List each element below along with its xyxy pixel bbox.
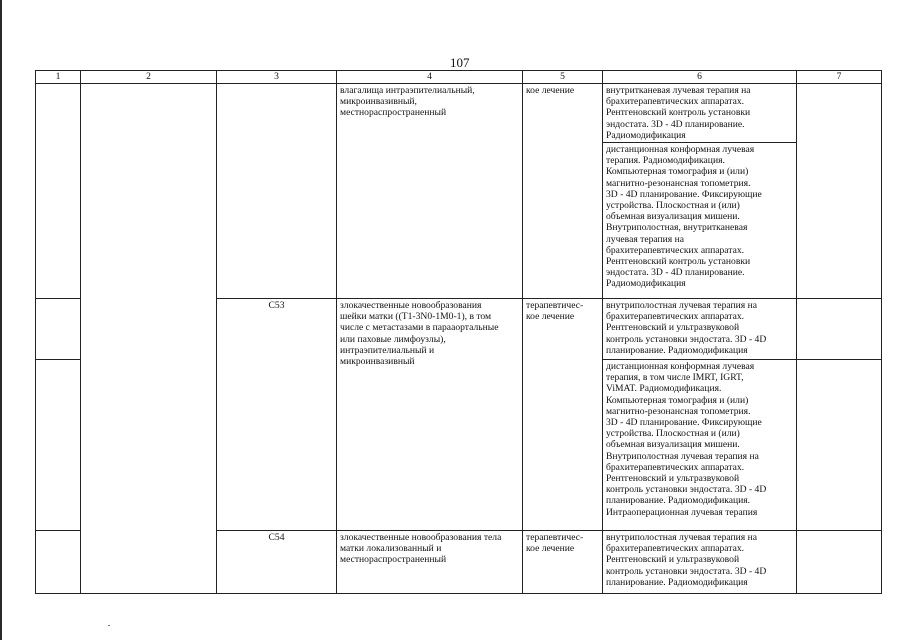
- column-header-1: 1: [36, 71, 81, 84]
- cell-method: внутриполостная лучевая терапия на брахитерапевтических аппаратах. Рентгеновский и ультразвуковой контроль установки эндостата. 3D - 4D планирование. Радиомодификация: [603, 531, 797, 594]
- cell-treatment-type: терапевтичес- кое лечение: [523, 299, 603, 531]
- cell-method: дистанционная конформная лучевая терапия. Радиомодификация. Компьютерная томография и (или) магнитно-резонансная топометрия. 3D - 4D планирование. Фиксирующие устройства. Плоскостная и (или) объемная визуализация мишени. Внутриполостная, внутритканевая лучевая терапия на брахитерапевтических аппаратах. Рентгеновский контроль установки эндостата. 3D - 4D планирование. Радиомодификация: [603, 143, 797, 299]
- scan-speck: [108, 625, 110, 626]
- column-header-3: 3: [217, 71, 337, 84]
- cell-tariff: [797, 360, 882, 531]
- cell-number: [36, 299, 81, 360]
- cell-diagnosis: злокачественные новообразования тела матки локализованный и местнораспространенный: [337, 531, 523, 594]
- cell-method: дистанционная конформная лучевая терапия, в том числе IMRT, IGRT, ViMAT. Радиомодификация. Компьютерная томография и (или) магнитно-резонансная топометрия. 3D - 4D планирование. Фиксирующие устройства. Плоскостная и (или) объемная визуализация мишени. Внутриполостная лучевая терапия на брахитерапевтических аппаратах. Рентгеновский и ультразвуковой контроль установки эндостата. 3D - 4D планирование. Радиомодификация. Интраоперационная лучевая терапия: [603, 360, 797, 531]
- cell-number: [36, 360, 81, 531]
- cell-code: [217, 84, 337, 299]
- cell-profile: [81, 84, 217, 594]
- column-header-7: 7: [797, 71, 882, 84]
- table-row: [36, 84, 882, 143]
- column-number-row: [36, 71, 882, 84]
- cell-diagnosis: злокачественные новообразования шейки матки ((T1-3N0-1M0-1), в том числе с метастазами в парааортальные или паховые лимфоузлы), интраэпителиальный и микроинвазивный: [337, 299, 523, 531]
- medical-care-table: [35, 70, 882, 594]
- cell-number: [36, 84, 81, 299]
- column-header-6: 6: [603, 71, 797, 84]
- cell-code: С53: [217, 299, 337, 531]
- column-header-4: 4: [337, 71, 523, 84]
- column-header-5: 5: [523, 71, 603, 84]
- page-number: 107: [450, 55, 470, 70]
- cell-number: [36, 531, 81, 594]
- cell-method: внутритканевая лучевая терапия на брахитерапевтических аппаратах. Рентгеновский контроль установки эндостата. 3D - 4D планирование. Радиомодификация: [603, 84, 797, 143]
- cell-tariff: [797, 84, 882, 299]
- cell-code: С54: [217, 531, 337, 594]
- page-left-edge: [0, 0, 2, 640]
- cell-treatment-type: кое лечение: [523, 84, 603, 299]
- cell-tariff: [797, 531, 882, 594]
- cell-method: внутриполостная лучевая терапия на брахитерапевтических аппаратах. Рентгеновский и ультразвуковой контроль установки эндостата. 3D - 4D планирование. Радиомодификация: [603, 299, 797, 360]
- cell-treatment-type: терапевтичес- кое лечение: [523, 531, 603, 594]
- cell-tariff: [797, 299, 882, 360]
- cell-diagnosis: влагалища интраэпителиальный, микроинвазивный, местнораспространенный: [337, 84, 523, 299]
- column-header-2: 2: [81, 71, 217, 84]
